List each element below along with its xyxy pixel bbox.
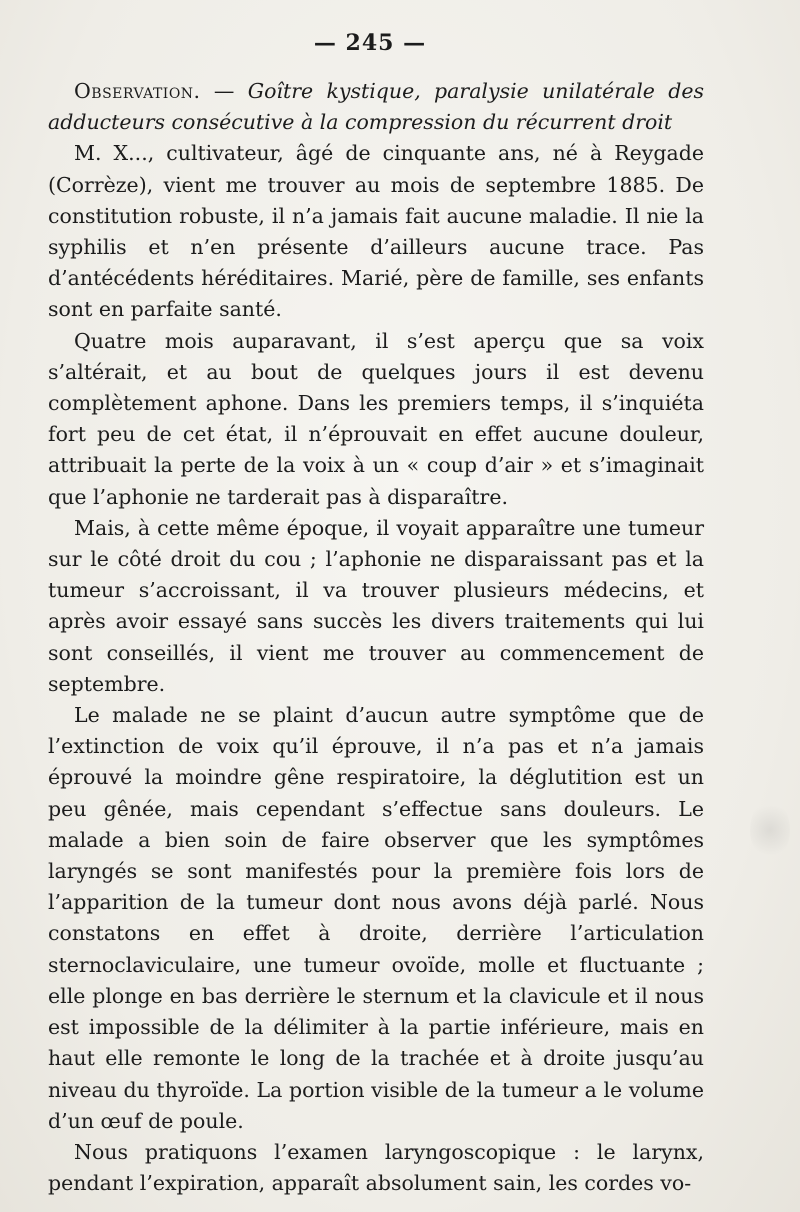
observation-label: Observation. (74, 79, 201, 103)
paper-speck (750, 800, 790, 860)
observation-heading (48, 76, 704, 138)
body-text (48, 76, 704, 1199)
page-number: — 245 — (313, 30, 427, 56)
observation-title: Goître kystique, paralysie unilatérale des adducteurs consécutive à la compression du récurrent droit (48, 79, 704, 135)
paragraph-patient-history: M. X..., cultivateur, âgé de cinquante ans, né à Reygade (Corrèze), vient me trouver au mois de septembre 1885. De constitution robuste, il n’a jamais fait aucune maladie. Il nie la syphilis et n’en présente d’ailleurs aucune trace. Pas d’antécédents héréditaires. Marié, père de famille, ses enfants sont en parfaite santé. (48, 141, 704, 322)
paragraph-laryngoscopy: Nous pratiquons l’examen laryngoscopique : le larynx, pendant l’expiration, apparaît absolument sain, les cordes vo- (48, 1139, 704, 1196)
paragraph-tumor: Mais, à cette même époque, il voyait apparaître une tumeur sur le côté droit du cou ; l’aphonie ne disparaissant pas et la tumeur s’accroissant, il va trouver plusieurs médecins, et après avoir essayé sans succès les divers traitements qui lui sont conseillés, il vient me trouver au commencement de septembre. (48, 515, 704, 696)
paragraph-examination: Le malade ne se plaint d’aucun autre symptôme que de l’extinction de voix qu’il éprouve, il n’a pas et n’a jamais éprouvé la moindre gêne respiratoire, la déglutition est un peu gênée, mais cependant s’effectue sans douleurs. Le malade a bien soin de faire observer que les symptômes laryngés se sont manifestés pour la première fois lors de l’apparition de la tumeur dont nous avons déjà parlé. Nous constatons en effet à droite, derrière l’articulation sternoclaviculaire, une tumeur ovoïde, molle et fluctuante ; elle plonge en bas derrière le sternum et la clavicule et il nous est impossible de la délimiter à la partie inférieure, mais en haut elle remonte le long de la trachée et à droite jusqu’au niveau du thyroïde. La portion visible de la tumeur a le volume d’un œuf de poule. (48, 703, 704, 1133)
observation-dash: — (200, 79, 248, 103)
paragraph-onset: Quatre mois auparavant, il s’est aperçu que sa voix s’altérait, et au bout de quelques jours il est devenu complètement aphone. Dans les premiers temps, il s’inquiéta fort peu de cet état, il n’éprouvait en effet aucune douleur, attribuait la perte de la voix à un « coup d’air » et s’imaginait que l’aphonie ne tarderait pas à disparaître. (48, 328, 704, 509)
